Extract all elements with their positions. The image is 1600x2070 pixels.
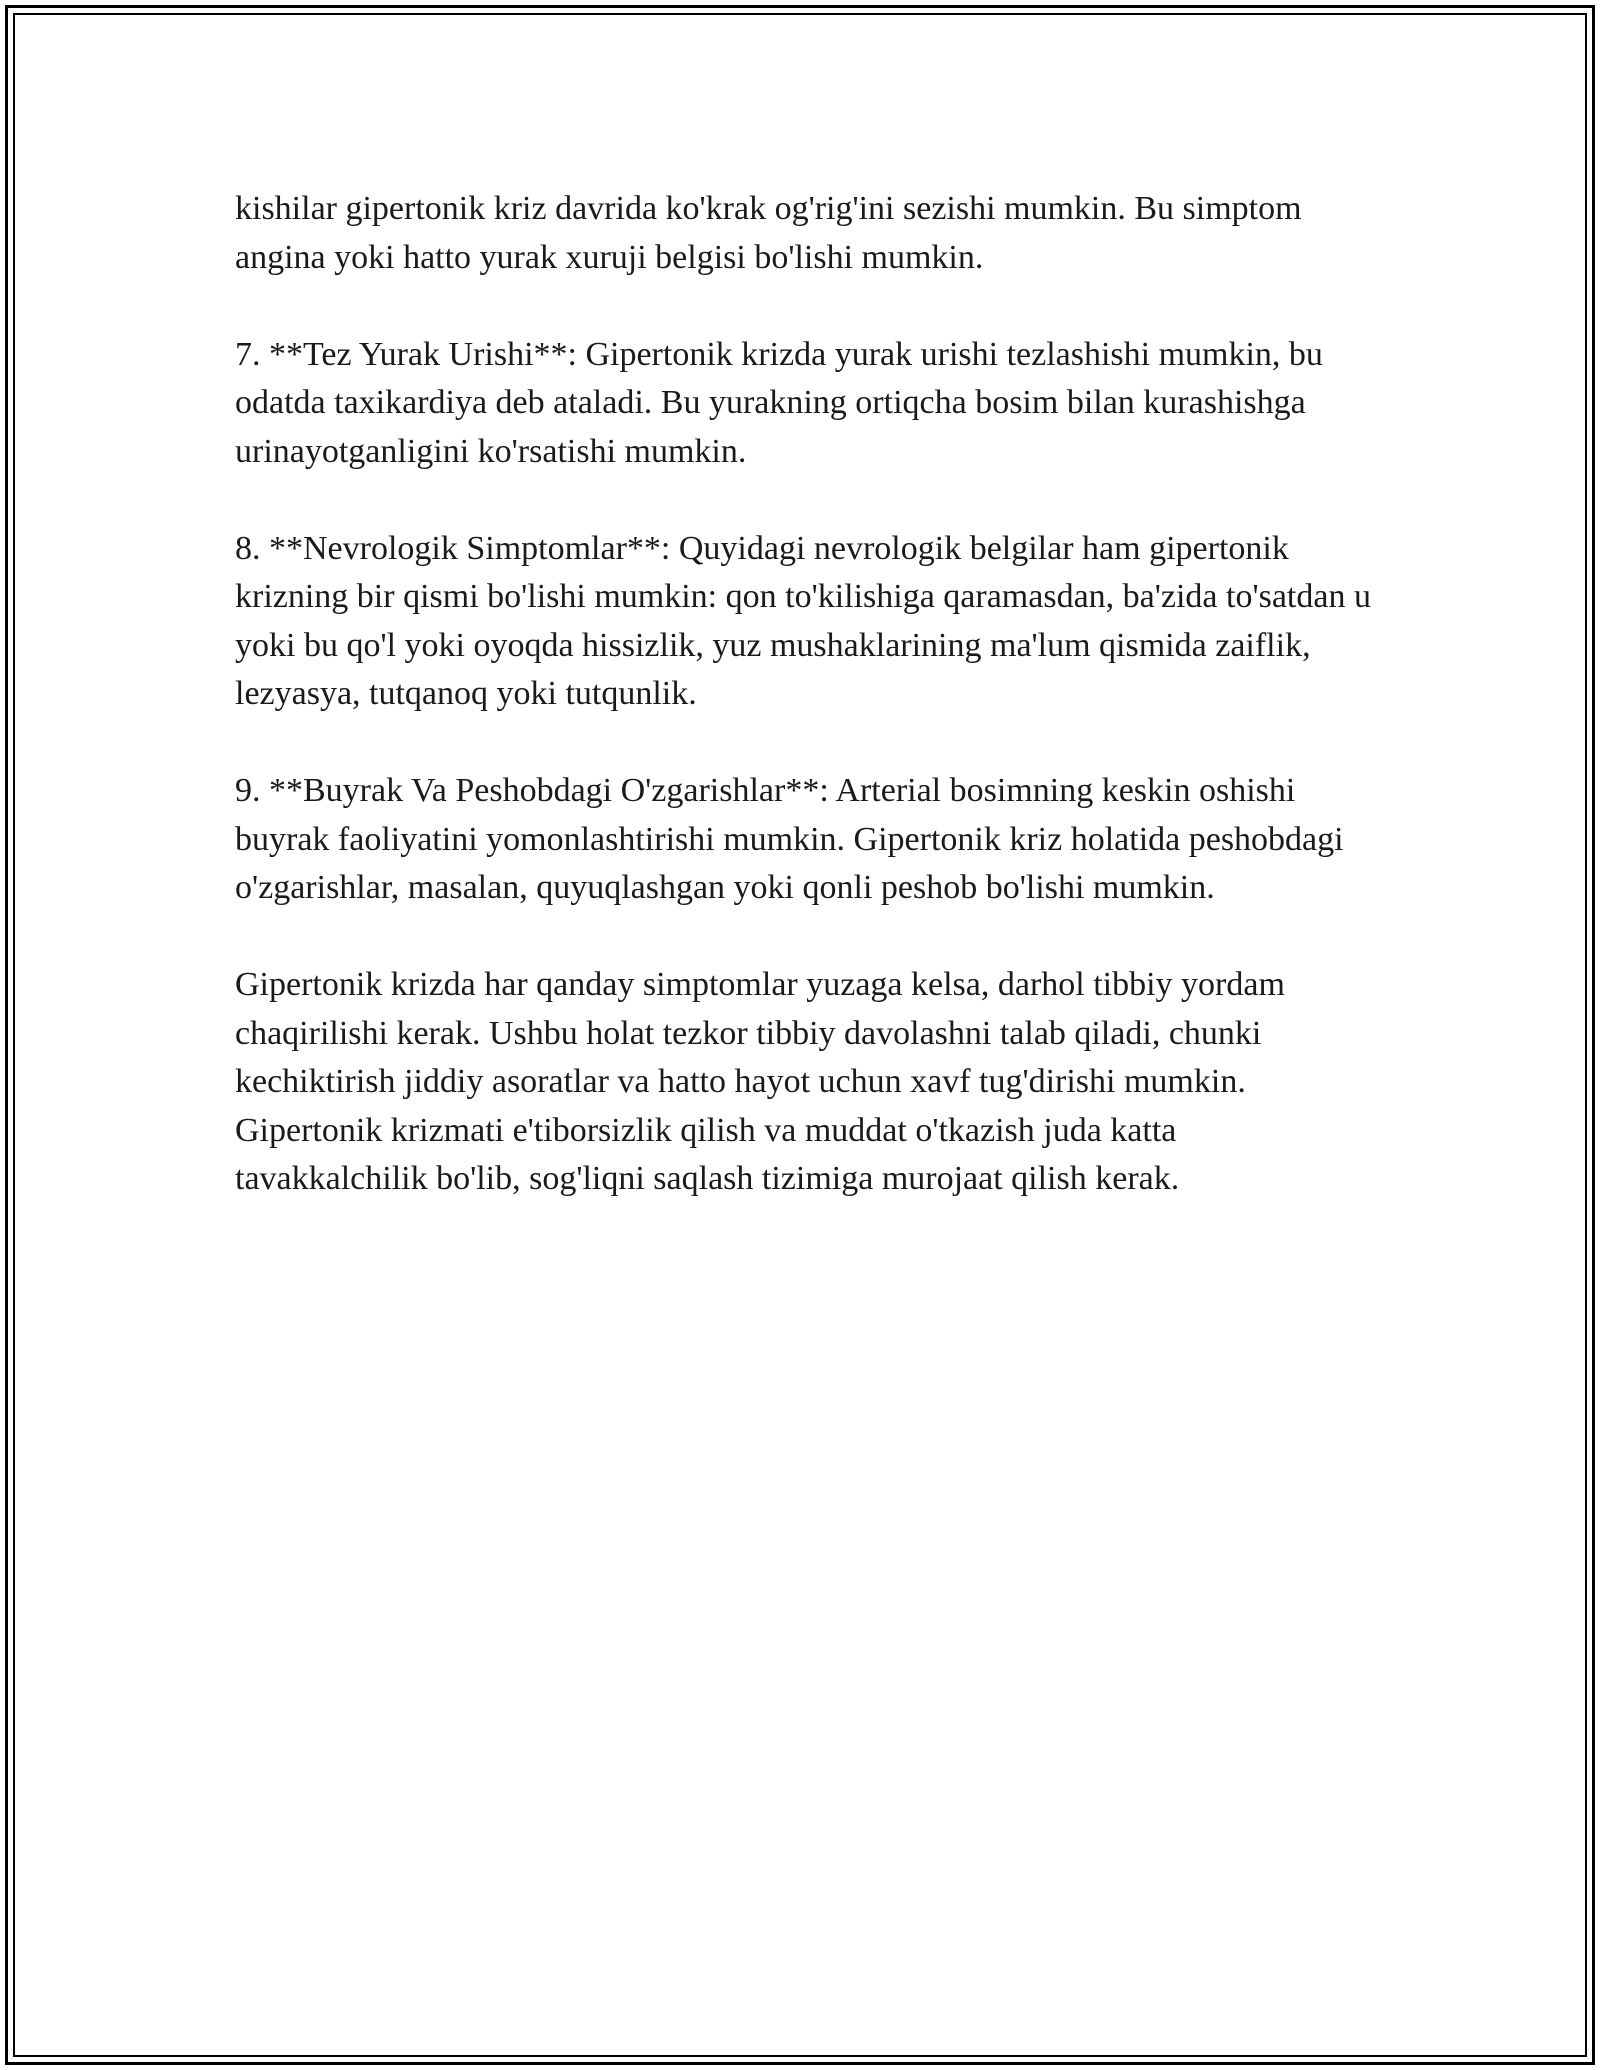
paragraph-rapid-heartbeat: 7. **Tez Yurak Urishi**: Gipertonik krizda yurak urishi tezlashishi mumkin, bu odatda taxikardiya deb ataladi. Bu yurakning ortiqcha bosim bilan kurashishga urinayotganligini ko'rsatishi mumkin. [235, 335, 1323, 470]
paragraph-conclusion: Gipertonik krizda har qanday simptomlar yuzaga kelsa, darhol tibbiy yordam chaqirilishi kerak. Ushbu holat tezkor tibbiy davolashni talab qiladi, chunki kechiktirish jiddiy asoratlar va hatto hayot uchun xavf tug'dirishi mumkin. Gipertonik krizmati e'tiborsizlik qilish va muddat o'tkazish juda katta tavakkalchilik bo'lib, sog'liqni saqlash tizimiga murojaat qilish kerak. [235, 966, 1285, 1197]
paragraph-neurological-symptoms: 8. **Nevrologik Simptomlar**: Quyidagi nevrologik belgilar ham gipertonik krizning bir qismi bo'lishi mumkin: qon to'kilishiga qaramasdan, ba'zida to'satdan u yoki bu qo'l yoki oyoqda hissizlik, yuz mushaklarining ma'lum qismida zaiflik, lezyasya, tutqanoq yoki tutqunlik. [235, 529, 1371, 712]
paragraph-kidney-urine-changes: 9. **Buyrak Va Peshobdagi O'zgarishlar**: Arterial bosimning keskin oshishi buyrak faoliyatini yomonlashtirishi mumkin. Gipertonik kriz holatida peshobdagi o'zgarishlar, masalan, quyuqlashgan yoki qonli peshob bo'lishi mumkin. [235, 772, 1344, 906]
paragraph-chest-pain: kishilar gipertonik kriz davrida ko'krak og'rig'ini sezishi mumkin. Bu simptom angina yoki hatto yurak xuruji belgisi bo'lishi mumkin. [235, 190, 1302, 276]
document-body [235, 185, 1375, 1252]
